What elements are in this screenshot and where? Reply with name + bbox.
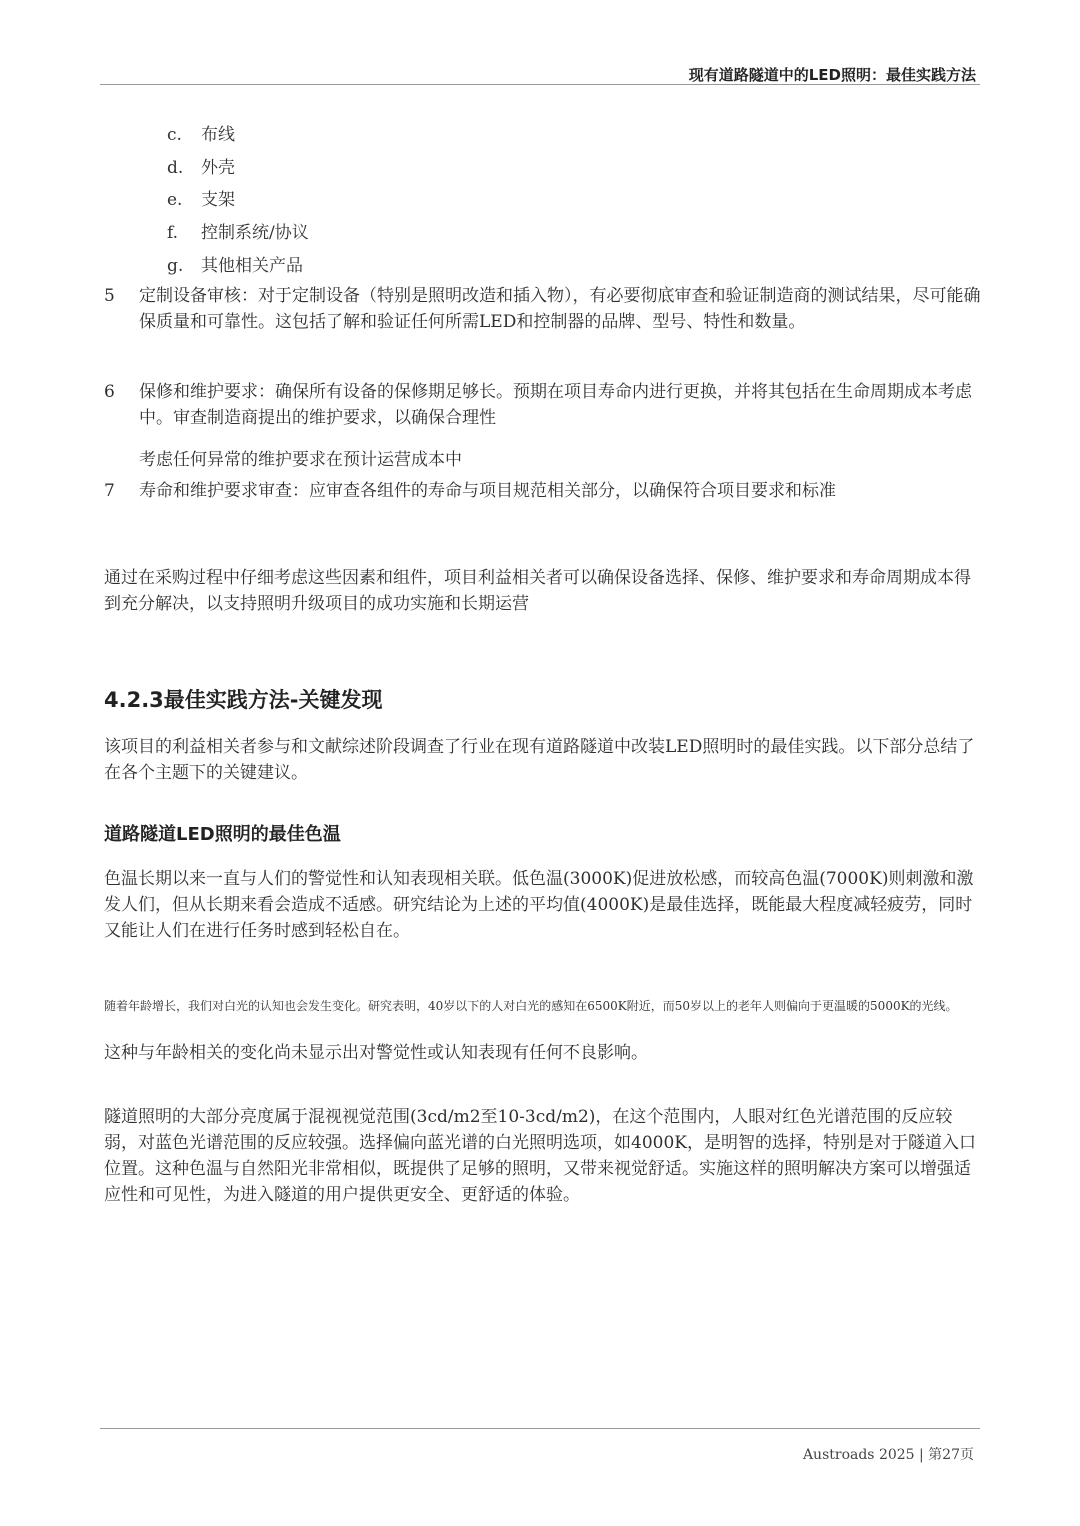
item-text: 寿命和维护要求审查：应审查各组件的寿命与项目规范相关部分，以确保符合项目要求和标准 xyxy=(139,481,836,501)
list-item-marker: d. xyxy=(167,158,184,178)
age-effect-paragraph: 这种与年龄相关的变化尚未显示出对警觉性或认知表现有任何不良影响。 xyxy=(104,1043,648,1063)
list-item-text: 外壳 xyxy=(201,158,235,178)
footer-divider xyxy=(100,1428,980,1429)
numbered-item-6 xyxy=(104,379,984,431)
list-item-text: 控制系统/协议 xyxy=(201,223,309,243)
list-item-marker: f. xyxy=(167,223,179,243)
page-footer: Austroads 2025 | 第27页 xyxy=(802,1447,974,1463)
list-item-text: 其他相关产品 xyxy=(201,256,303,276)
list-item-marker: c. xyxy=(167,125,182,145)
running-header-title: 现有道路隧道中的LED照明：最佳实践方法 xyxy=(688,66,976,84)
color-temperature-paragraph: 色温长期以来一直与人们的警觉性和认知表现相关联。低色温(3000K)促进放松感，而较高色温(7000K)则刺激和激发人们，但从长期来看会造成不适感。研究结论为上述的平均值(4000K)是最佳选择，既能最大程度减轻疲劳，同时又能让人们在进行任务时感到轻松自在。 xyxy=(104,869,974,941)
list-item xyxy=(167,185,235,210)
item-6-note: 考虑任何异常的维护要求在预计运营成本中 xyxy=(139,450,462,470)
header-divider xyxy=(100,84,980,85)
list-item xyxy=(167,120,235,145)
section-intro-paragraph: 该项目的利益相关者参与和文献综述阶段调查了行业在现有道路隧道中改装LED照明时的最佳实践。以下部分总结了在各个主题下的关键建议。 xyxy=(104,737,975,783)
item-text: 定制设备审核：对于定制设备（特别是照明改造和插入物），有必要彻底审查和验证制造商的测试结果，尽可能确保质量和可靠性。这包括了解和验证任何所需LED和控制器的品牌、型号、特性和数量。 xyxy=(139,286,981,332)
item-number: 7 xyxy=(104,481,115,501)
list-item-marker: e. xyxy=(167,190,183,210)
numbered-item-5 xyxy=(104,283,984,335)
age-perception-note: 随着年龄增长，我们对白光的认知也会发生变化。研究表明，40岁以下的人对白光的感知在6500K附近，而50岁以上的老年人则偏向于更温暖的5000K的光线。 xyxy=(104,999,958,1013)
summary-paragraph: 通过在采购过程中仔细考虑这些因素和组件，项目利益相关者可以确保设备选择、保修、维护要求和寿命周期成本得到充分解决，以支持照明升级项目的成功实施和长期运营 xyxy=(104,568,971,614)
subsection-heading: 道路隧道LED照明的最佳色温 xyxy=(104,824,341,845)
list-item xyxy=(167,153,235,178)
tunnel-lighting-paragraph: 隧道照明的大部分亮度属于混视视觉范围(3cd/m2至10-3cd/m2)，在这个范围内，人眼对红色光谱范围的反应较弱，对蓝色光谱范围的反应较强。选择偏向蓝光谱的白光照明选项，如4000K，是明智的选择，特别是对于隧道入口位置。这种色温与自然阳光非常相似，既提供了足够的照明，又带来视觉舒适。实施这样的照明解决方案可以增强适应性和可见性，为进入隧道的用户提供更安全、更舒适的体验。 xyxy=(104,1107,976,1205)
item-number: 5 xyxy=(104,286,115,306)
item-text: 保修和维护要求：确保所有设备的保修期足够长。预期在项目寿命内进行更换，并将其包括在生命周期成本考虑中。审查制造商提出的维护要求，以确保合理性 xyxy=(139,382,972,428)
list-item xyxy=(167,218,309,243)
item-number: 6 xyxy=(104,382,115,402)
list-item-marker: g. xyxy=(167,256,184,276)
numbered-item-7 xyxy=(104,478,984,504)
list-item xyxy=(167,251,303,276)
list-item-text: 支架 xyxy=(201,190,235,210)
list-item-text: 布线 xyxy=(201,125,235,145)
section-heading: 4.2.3最佳实践方法-关键发现 xyxy=(104,688,383,712)
